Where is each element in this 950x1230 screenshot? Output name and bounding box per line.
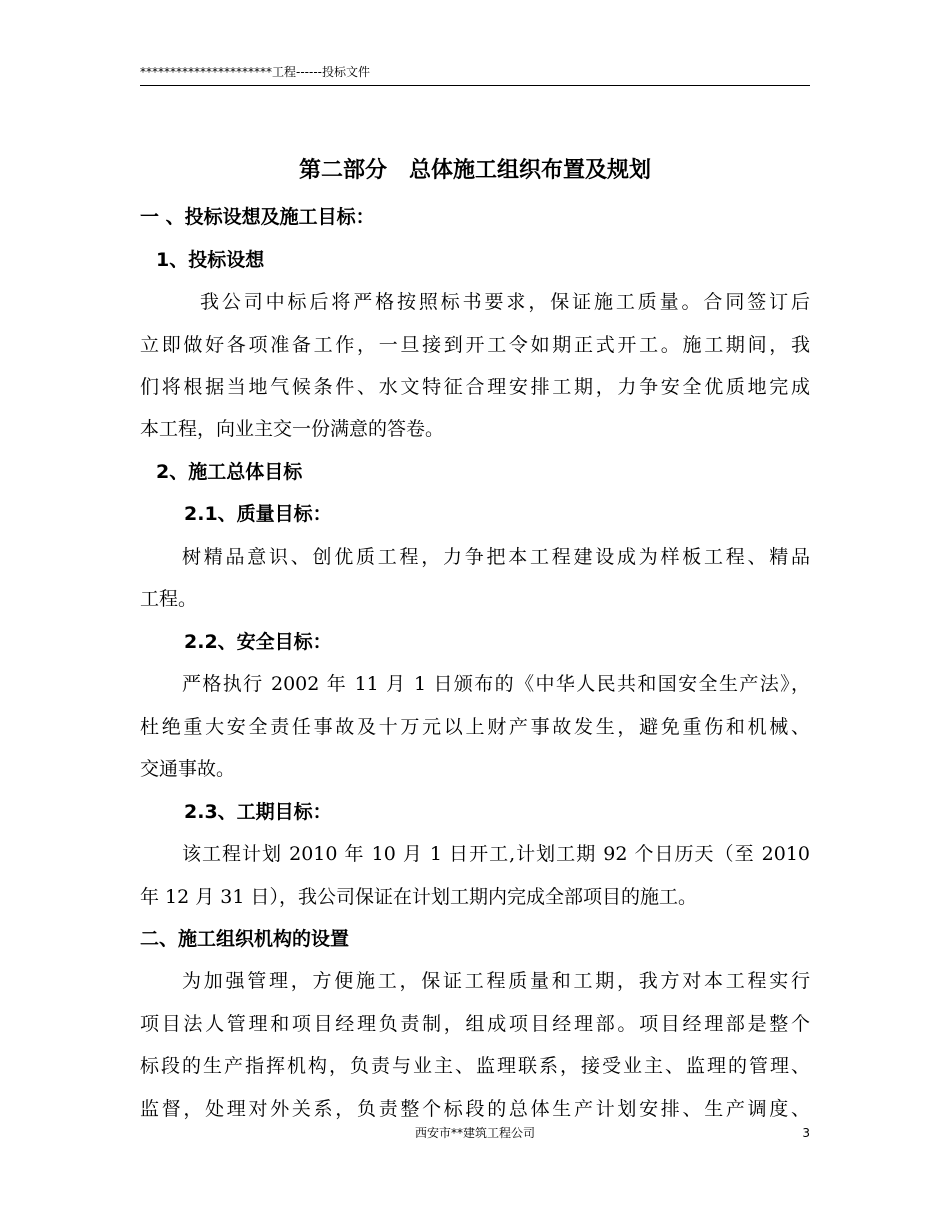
paragraph-line: 该工程计划 2010 年 10 月 1 日开工,计划工期 92 个日历天（至 2010 bbox=[182, 843, 810, 865]
paragraph-line: 立即做好各项准备工作，一旦接到开工令如期正式开工。施工期间，我 bbox=[140, 334, 810, 356]
paragraph-line: 工程。 bbox=[140, 588, 198, 610]
quality-goal-heading: 2.1、质量目标： bbox=[184, 503, 332, 525]
paragraph-line: 严格执行 2002 年 11 月 1 日颁布的《中华人民共和国安全生产法》， bbox=[182, 673, 810, 695]
paragraph-line: 标段的生产指挥机构，负责与业主、监理联系，接受业主、监理的管理、 bbox=[140, 1055, 810, 1077]
subsection-2-heading: 2、施工总体目标 bbox=[156, 461, 303, 483]
paragraph-line: 为加强管理，方便施工，保证工程质量和工期，我方对本工程实行 bbox=[182, 970, 810, 992]
paragraph-line: 监督，处理对外关系，负责整个标段的总体生产计划安排、生产调度、 bbox=[140, 1098, 810, 1120]
section-1-heading: 一 、投标设想及施工目标： bbox=[140, 206, 375, 228]
page-title: 第二部分 总体施工组织布置及规划 bbox=[298, 158, 651, 183]
paragraph-line: 们将根据当地气候条件、水文特征合理安排工期，力争安全优质地完成 bbox=[140, 376, 810, 398]
section-2-heading: 二、施工组织机构的设置 bbox=[140, 928, 350, 950]
safety-goal-heading: 2.2、安全目标： bbox=[184, 631, 332, 653]
paragraph-line: 年 12 月 31 日），我公司保证在计划工期内完成全部项目的施工。 bbox=[140, 886, 698, 908]
subsection-1-heading: 1、投标设想 bbox=[156, 249, 265, 271]
paragraph-line: 本工程，向业主交一份满意的答卷。 bbox=[140, 418, 445, 440]
paragraph-line: 项目法人管理和项目经理负责制，组成项目经理部。项目经理部是整个 bbox=[140, 1013, 810, 1035]
paragraph-line: 树精品意识、创优质工程，力争把本工程建设成为样板工程、精品 bbox=[182, 546, 810, 568]
paragraph-line: 交通事故。 bbox=[140, 758, 236, 780]
paragraph-line: 杜绝重大安全责任事故及十万元以上财产事故发生，避免重伤和机械、 bbox=[140, 716, 810, 738]
schedule-goal-heading: 2.3、工期目标： bbox=[184, 801, 332, 823]
paragraph-line: 我公司中标后将严格按照标书要求，保证施工质量。合同签订后 bbox=[200, 291, 810, 313]
footer-company: 西安市**建筑工程公司 bbox=[414, 1126, 535, 1140]
header-rule bbox=[140, 85, 810, 86]
page-number: 3 bbox=[802, 1126, 810, 1140]
page-header: **********************工程------投标文件 bbox=[140, 65, 370, 79]
